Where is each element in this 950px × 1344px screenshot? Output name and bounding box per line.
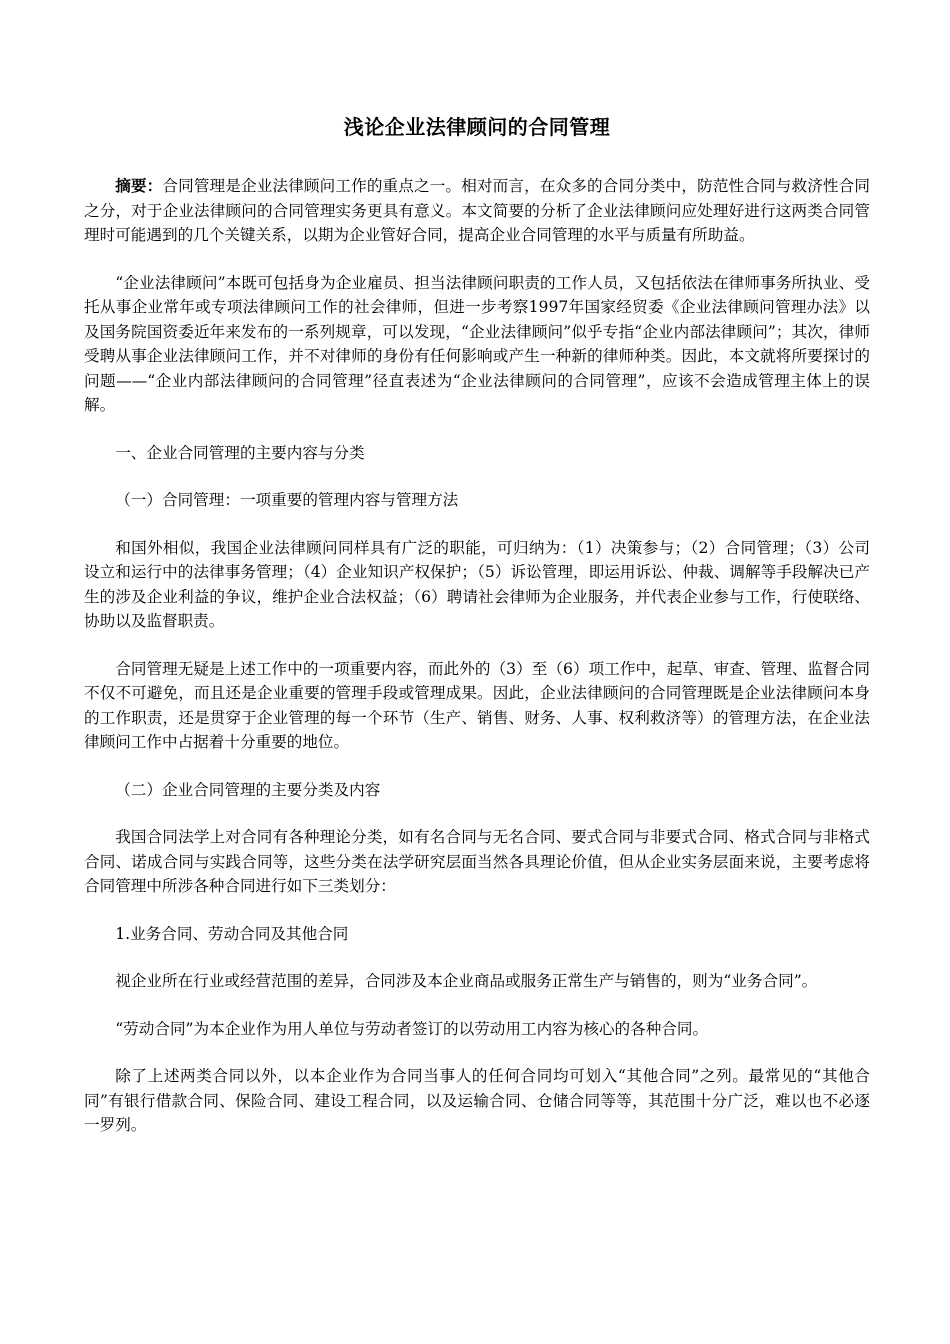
document-title: 浅论企业法律顾问的合同管理 <box>343 115 611 139</box>
body-paragraph-importance: 合同管理无疑是上述工作中的一项重要内容，而此外的（3）至（6）项工作中，起草、审查、管理、监督合同不仅不可避免，而且还是企业重要的管理手段或管理成果。因此，企业法律顾问的合同管理既是企业法律顾问本身的工作职责，还是贯穿于企业管理的每一个环节（生产、销售、财务、人事、权利救济等）的管理方法，在企业法律顾问工作中占据着十分重要的地位。 <box>84 659 870 751</box>
subsection-heading-2: （二）企业合同管理的主要分类及内容 <box>115 780 381 799</box>
body-paragraph-classification: 我国合同法学上对合同有各种理论分类，如有名合同与无名合同、要式合同与非要式合同、格式合同与非格式合同、诺成合同与实践合同等，这些分类在法学研究层面当然各具理论价值，但从企业实务层面来说，主要考虑将合同管理中所涉各种合同进行如下三类划分： <box>84 828 870 895</box>
list-heading-1: 1.业务合同、劳动合同及其他合同 <box>115 924 349 943</box>
abstract-paragraph <box>84 174 870 248</box>
document-body <box>84 174 870 1161</box>
body-paragraph-business-contract: 视企业所在行业或经营范围的差异，合同涉及本企业商品或服务正常生产与销售的，则为“业务合同”。 <box>115 972 818 990</box>
abstract-label: 摘要： <box>115 177 163 195</box>
body-paragraph-functions: 和国外相似，我国企业法律顾问同样具有广泛的职能，可归纳为：（1）决策参与；（2）合同管理；（3）公司设立和运行中的法律事务管理；（4）企业知识产权保护；（5）诉讼管理，即运用诉讼、仲裁、调解等手段解决已产生的涉及企业利益的争议，维护企业合法权益；（6）聘请社会律师为企业服务，并代表企业参与工作，行使联络、协助以及监督职责。 <box>84 538 870 630</box>
abstract-text: 合同管理是企业法律顾问工作的重点之一。相对而言，在众多的合同分类中，防范性合同与救济性合同之分，对于企业法律顾问的合同管理实务更具有意义。本文简要的分析了企业法律顾问应处理好进行这两类合同管理时可能遇到的几个关键关系，以期为企业管好合同，提高企业合同管理的水平与质量有所助益。 <box>84 177 870 244</box>
body-paragraph-other-contract: 除了上述两类合同以外，以本企业作为合同当事人的任何合同均可划入“其他合同”之列。最常见的“其他合同”有银行借款合同、保险合同、建设工程合同，以及运输合同、仓储合同等等，其范围十分广泛，难以也不必逐一罗列。 <box>84 1067 870 1134</box>
section-heading-1: 一、企业合同管理的主要内容与分类 <box>115 443 365 462</box>
subsection-heading-1: （一）合同管理：一项重要的管理内容与管理方法 <box>115 491 459 509</box>
document-page <box>84 0 870 1344</box>
body-paragraph-definition: “企业法律顾问”本既可包括身为企业雇员、担当法律顾问职责的工作人员，又包括依法在律师事务所执业、受托从事企业常年或专项法律顾问工作的社会律师，但进一步考察1997年国家经贸委《企业法律顾问管理办法》以及国务院国资委近年来发布的一系列规章，可以发现，“企业法律顾问”似乎专指“企业内部法律顾问”；其次，律师受聘从事企业法律顾问工作，并不对律师的身份有任何影响或产生一种新的律师种类。因此，本文就将所要探讨的问题——“企业内部法律顾问的合同管理”径直表述为“企业法律顾问的合同管理”，应该不会造成管理主体上的误解。 <box>84 273 870 414</box>
body-paragraph-labor-contract: “劳动合同”为本企业作为用人单位与劳动者签订的以劳动用工内容为核心的各种合同。 <box>115 1019 709 1038</box>
